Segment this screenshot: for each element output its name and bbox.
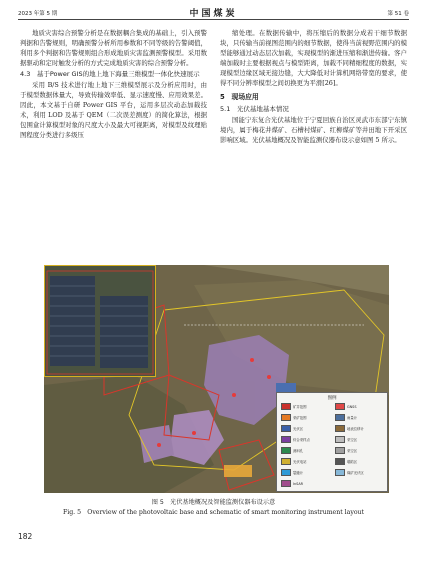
legend-swatch [281, 414, 291, 421]
legend-item [281, 469, 303, 476]
legend-swatch [335, 458, 345, 465]
legend-label: 裂缝计 [293, 471, 304, 475]
inset-pv-detail [45, 266, 155, 376]
map-legend [276, 392, 388, 492]
inset-panel-map [44, 265, 156, 377]
issue-label: 2023 年第 5 期 [18, 11, 58, 17]
legend-label: 光伏电站 [293, 460, 307, 464]
figure-caption-cn: 图 5 光伏基地概况及智能监测仪器布设示意 [151, 499, 276, 506]
legend-swatch [281, 425, 291, 432]
legend-swatch [281, 403, 291, 410]
figure-caption-en: Fig. 5 Overview of the photovoltaic base and schematic of smart monitoring instrument layout [62, 509, 365, 516]
legend-swatch [335, 414, 345, 421]
legend-label: InSAR [293, 481, 304, 486]
paragraph: 地质灾害综合预警分析是在数据耦合集成的基础上，引入预警判据和告警规则，明确预警分析所用参数和不同等级的告警阈值，利用多个判据和告警规则组合形成地质灾害监测预警模型。采用数据驱动和定时触发分析的方式完成地质灾害的综合预警分析。 [20, 29, 207, 67]
legend-label: 地表位移计 [347, 427, 364, 431]
page-number: 182 [18, 532, 33, 541]
legend-swatch [335, 403, 345, 410]
legend-item [335, 436, 357, 443]
section-heading-4-3: 4.3 基于Power GIS的地上地下海量三维模型一体化快速展示 [20, 70, 200, 78]
legend-title: 图例 [327, 396, 337, 401]
legend-item [335, 469, 364, 476]
legend-item [281, 480, 303, 487]
legend-label: 采空区 [347, 438, 358, 442]
figure-5-map [44, 265, 389, 493]
legend-label: GNSS [347, 404, 357, 409]
legend-swatch [281, 447, 291, 454]
legend-swatch [281, 458, 291, 465]
legend-label: 光伏区 [293, 427, 304, 431]
page-header [18, 6, 409, 20]
legend-label: 测斜孔 [293, 449, 304, 453]
legend-label: 综合采样点 [293, 438, 310, 442]
legend-label: 塌陷区 [347, 460, 358, 464]
section-heading-5-1: 5.1 光伏基地基本情况 [220, 105, 289, 113]
legend-item [281, 458, 307, 465]
paragraph: 采用 B/S 技术进行地上地下三维模型展示及分析应用时，由于模型数据体量大，导致传输效率低、显示速度慢、应用效果差。因此，本文基于自研 Power GIS 平台，运用多层次动态加载技术，利用 LOD 及基于 QEM（二次误差测度）的简化算法，根据包围盒计算模型对象的尺度大小及最大可视距离，对模型及纹理贴图程度分类进行多级压 [20, 81, 207, 139]
legend-label: 雨量计 [347, 416, 358, 420]
legend-label: 煤矿光伏区 [347, 471, 364, 475]
legend-label: 采矿范围 [293, 416, 307, 420]
legend-swatch [335, 447, 345, 454]
journal-title: 中国煤炭 [189, 9, 238, 19]
legend-label: 矿井范围 [293, 405, 307, 409]
legend-item [281, 414, 307, 421]
legend-swatch [335, 469, 345, 476]
legend-item [335, 425, 364, 432]
legend-item [335, 447, 357, 454]
legend-swatch [281, 480, 291, 487]
legend-item [281, 447, 303, 454]
legend-item [281, 403, 307, 410]
legend-item [335, 458, 357, 465]
paragraph: 国能宁东复合光伏基地位于宁夏回族自治区灵武市东部宁东镇境内，属于梅花井煤矿、石槽村煤矿、红柳煤矿等井田地下开采区影响区域。光伏基地概况及智能监测仪器布设示意如图 5 所示。 [220, 116, 407, 144]
right-column [220, 28, 407, 146]
paragraph: 缩处理。在数据传输中，将压缩后的数据分成若干细节数据块，只传输当前视图范围内的细节数据，使得当前视野范围内的模型能够通过动态层次加载，实现模型的渐进压缩和渐进传输。客户端加载时主要根据视点与模型距离，加载不同精细程度的数据，实现模型边缘区域无接边缝，大大降低对计算机网络带宽的要求，使得不同分辨率模型之间切换更为平滑[26]。 [220, 29, 407, 87]
volume-label: 第 51 卷 [387, 11, 409, 17]
legend-swatch [281, 436, 291, 443]
legend-item [281, 436, 310, 443]
legend-item [335, 414, 357, 421]
legend-label: 采空区 [347, 449, 358, 453]
legend-item [281, 425, 303, 432]
section-heading-5: 5 现场应用 [220, 93, 259, 101]
legend-item [335, 403, 356, 410]
legend-swatch [281, 469, 291, 476]
legend-swatch [335, 425, 345, 432]
header-rule [18, 19, 409, 20]
legend-swatch [335, 436, 345, 443]
left-column [20, 28, 207, 141]
